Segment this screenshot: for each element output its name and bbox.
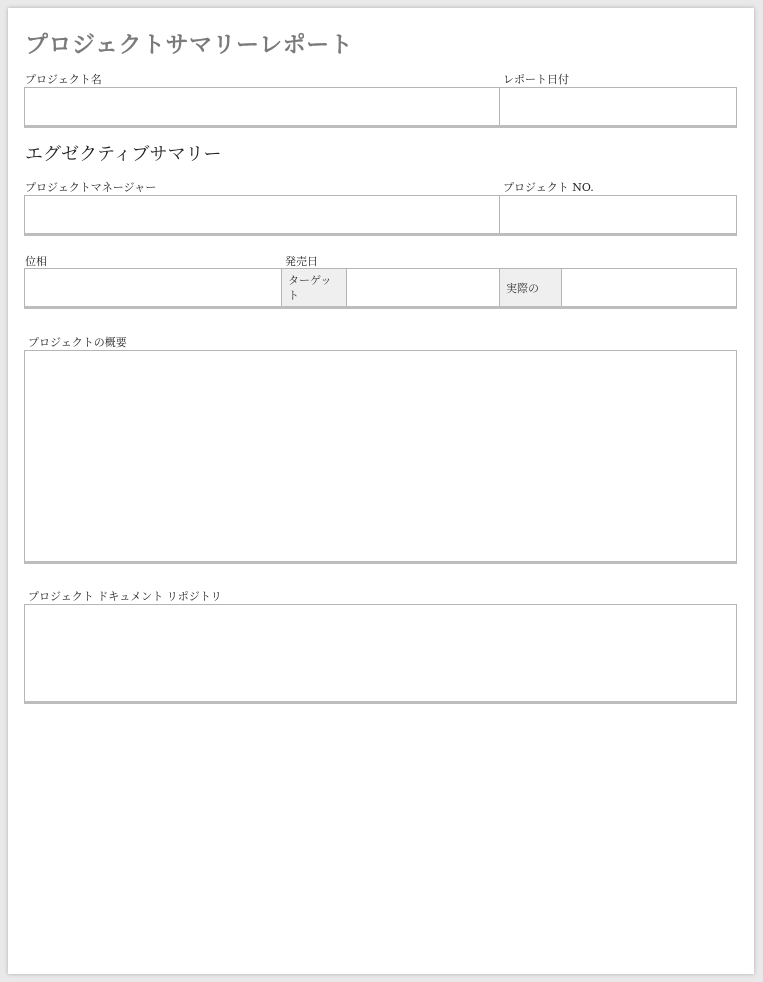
target-date-field[interactable] — [347, 269, 499, 306]
phase-field[interactable] — [25, 269, 281, 306]
executive-summary-heading: エグゼクティブサマリー — [25, 144, 222, 165]
project-name-label: プロジェクト名 — [25, 73, 102, 86]
document-repository-label: プロジェクト ドキュメント リポジトリ — [28, 590, 222, 603]
project-name-field[interactable] — [25, 88, 499, 125]
project-manager-row — [24, 195, 737, 236]
actual-label: 実際の — [499, 269, 562, 306]
report-date-label: レポート日付 — [503, 73, 569, 86]
document-page — [8, 8, 754, 974]
report-date-field[interactable] — [500, 88, 736, 125]
document-repository-field[interactable] — [24, 604, 737, 704]
phase-release-row — [24, 268, 737, 309]
target-label: ターゲット — [281, 269, 347, 306]
project-overview-field[interactable] — [24, 350, 737, 564]
phase-label: 位相 — [25, 255, 47, 268]
project-no-field[interactable] — [500, 196, 736, 233]
actual-date-field[interactable] — [562, 269, 736, 306]
project-name-row — [24, 87, 737, 128]
page-title: プロジェクトサマリーレポート — [25, 31, 354, 58]
project-manager-field[interactable] — [25, 196, 499, 233]
project-manager-label: プロジェクトマネージャー — [25, 181, 157, 194]
release-date-label: 発売日 — [285, 255, 318, 268]
project-no-label: プロジェクト NO. — [503, 181, 594, 194]
project-overview-label: プロジェクトの概要 — [28, 336, 127, 349]
